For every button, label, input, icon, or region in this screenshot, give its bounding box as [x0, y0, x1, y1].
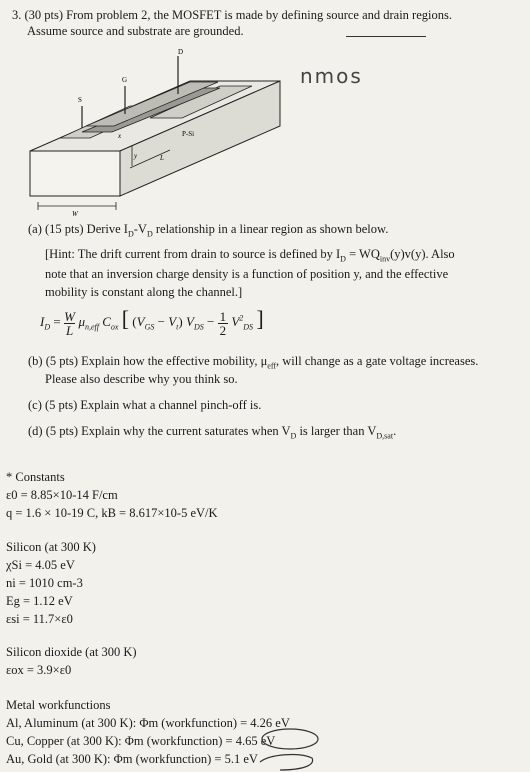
width-label: W [72, 210, 78, 218]
part-c: (c) (5 pts) Explain what a channel pinch-off is. [28, 398, 262, 412]
gold-workfunction: Au, Gold (at 300 K): Φm (workfunction) = 5.1 eV [6, 752, 258, 766]
source-label: S [78, 96, 82, 104]
eox-value: εox = 3.9×ε0 [6, 663, 72, 677]
aluminum-workfunction: Al, Aluminum (at 300 K): Φm (workfunction) = 4.26 eV [6, 716, 290, 730]
drain-label: D [178, 48, 184, 56]
length-label: L [160, 154, 164, 162]
hint-line-3: mobility is constant along the channel.] [45, 285, 243, 299]
hint-line-1: [Hint: The drift current from drain to source is defined by $I_D = WQ_{inv}(y)v(y)$. Also [45, 247, 455, 264]
chi-si-value: χSi = 4.05 eV [6, 558, 75, 572]
y-axis-label: y [134, 152, 138, 160]
hint-line-2: note that an inversion charge density is a function of position y, and the effective [45, 267, 449, 281]
part-a: (a) (15 pts) Derive $I_D-V_D$ relationship in a linear region as shown below. [28, 222, 389, 239]
part-b-line-1: (b) (5 pts) Explain how the effective mobility, $\mu_{eff}$, will change as a gate voltage increases. [28, 354, 479, 371]
substrate-label: P-Si [182, 130, 195, 138]
eg-value: Eg = 1.12 eV [6, 594, 73, 608]
mosfet-diagram [20, 46, 290, 221]
problem-line-1: 3. (30 pts) From problem 2, the MOSFET is made by defining source and drain regions. [12, 8, 452, 22]
problem-line-2: Assume source and substrate are grounded. [27, 24, 244, 38]
oxide-heading: Silicon dioxide (at 300 K) [6, 645, 137, 659]
q-kb-values: q = 1.6 × 10-19 C, kB = 8.617×10-5 eV/K [6, 506, 218, 520]
handwritten-underline [346, 36, 426, 37]
handwritten-circle-marks [240, 726, 320, 772]
gate-label: G [122, 76, 128, 84]
part-b-line-2: Please also describe why you think so. [45, 372, 238, 386]
id-equation: $I_D = \frac{W}{L} \mu_{n,eff}$ $C_{ox}$ [ $(V_{GS} - V_t) V_{DS} - \frac{1}{2} V^2_{DS}$ ] [40, 306, 264, 338]
esi-value: εsi = 11.7×ε0 [6, 612, 73, 626]
constants-heading: * Constants [6, 470, 65, 484]
handwritten-note: nmos [300, 64, 363, 88]
copper-workfunction: Cu, Copper (at 300 K): Φm (workfunction) = 4.65 eV [6, 734, 276, 748]
x-axis-label: x [118, 132, 122, 140]
eps0-value: ε0 = 8.85×10-14 F/cm [6, 488, 118, 502]
ni-value: ni = 1010 cm-3 [6, 576, 83, 590]
part-d: (d) (5 pts) Explain why the current saturates when $V_D$ is larger than $V_{D,sat}$. [28, 424, 397, 441]
workfunction-heading: Metal workfunctions [6, 698, 111, 712]
silicon-heading: Silicon (at 300 K) [6, 540, 96, 554]
